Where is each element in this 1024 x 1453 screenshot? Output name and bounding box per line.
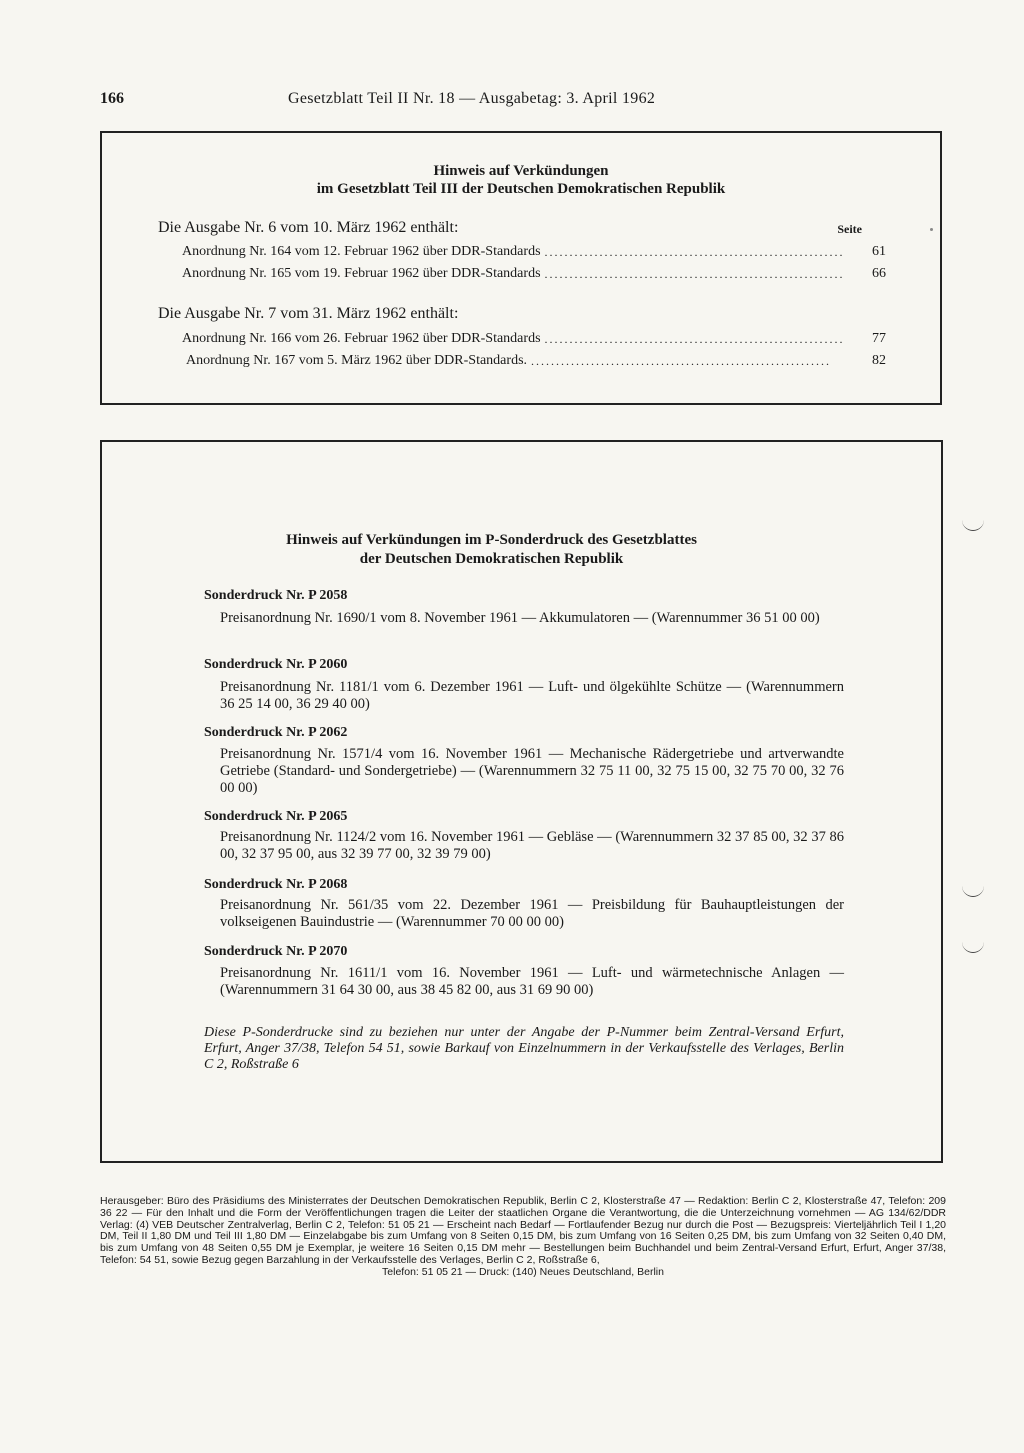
sonderdruck-heading: Sonderdruck Nr. P 2070 [204, 944, 348, 959]
toc-entry-page: 66 [872, 266, 886, 281]
toc-entry-text: Anordnung Nr. 165 vom 19. Februar 1962 über DDR-Standards [182, 266, 541, 281]
leader-dots: ............................................................ [544, 332, 845, 346]
page-number: 166 [100, 90, 124, 107]
margin-mark [962, 886, 984, 897]
ordering-note: Diese P-Sonderdrucke sind zu beziehen nur unter der Angabe der P-Nummer beim Zentral-Versand Erfurt, Erfurt, Anger 37/38, Telefon 54 51, sowie Barkauf von Einzelnummern in der Verkaufsstelle des Verlages, Berlin C 2, Roßstraße 6 [204, 1025, 844, 1072]
toc-entry-text: Anordnung Nr. 166 vom 26. Februar 1962 über DDR-Standards [182, 331, 541, 346]
sonderdruck-text: Preisanordnung Nr. 1181/1 vom 6. Dezember 1961 — Luft- und ölgekühlte Schütze — (Warennummern 36 25 14 00, 36 29 40 00) [220, 679, 844, 712]
paper-speck [930, 228, 933, 231]
toc-entry-page: 82 [872, 353, 886, 368]
toc-entry [182, 331, 886, 348]
leader-dots: ............................................................ [531, 354, 832, 368]
sonderdruck-text: Preisanordnung Nr. 561/35 vom 22. Dezember 1961 — Preisbildung für Bauhauptleistungen der volkseigenen Bauindustrie — (Warennummer 70 00 00 00) [220, 897, 844, 930]
leader-dots: ............................................................ [544, 245, 845, 259]
toc-entry-page: 77 [872, 331, 886, 346]
running-title: Gesetzblatt Teil II Nr. 18 — Ausgabetag: 3. April 1962 [288, 90, 656, 107]
notice-box-part3-subtitle: im Gesetzblatt Teil III der Deutschen Demokratischen Republik [316, 181, 726, 197]
notice-box-p-subtitle: der Deutschen Demokratischen Republik [359, 551, 624, 567]
notice-box-part3-title: Hinweis auf Verkündungen [433, 163, 609, 179]
seite-column-label: Seite [837, 222, 862, 236]
sonderdruck-heading: Sonderdruck Nr. P 2065 [204, 809, 348, 824]
issue-heading: Die Ausgabe Nr. 7 vom 31. März 1962 enthält: [158, 305, 459, 322]
toc-entry-text: Anordnung Nr. 164 vom 12. Februar 1962 über DDR-Standards [182, 244, 541, 259]
margin-mark [962, 520, 984, 531]
imprint-text: Herausgeber: Büro des Präsidiums des Ministerrates der Deutschen Demokratischen Republik, Berlin C 2, Klosterstraße 47 — Redaktion: Berlin C 2, Klosterstraße 47, Telefon: 209 36 22 — Für den Inhalt und die Form der Veröffentlichungen tragen die Leiter der staatlichen Organe die Verantwortung, die die Unterzeichnung vornehmen — AG 134/62/DDR Verlag: (4) VEB Deutscher Zentralverlag, Berlin C 2, Telefon: 51 05 21 — Erscheint nach Bedarf — Fortlaufender Bezug nur durch die Post — Bezugspreis: Vierteljährlich Teil I 1,20 DM, Teil II 1,80 DM und Teil III 1,80 DM — Einzelabgabe bis zum Umfang von 8 Seiten 0,15 DM, bis zum Umfang von 16 Seiten 0,25 DM, bis zum Umfang von 32 Seiten 0,40 DM, bis zum Umfang von 48 Seiten 0,55 DM je Exemplar, je weitere 16 Seiten 0,15 DM mehr — Bestellungen beim Buchhandel und beim Zentral-Versand Erfurt, Erfurt, Anger 37/38, Telefon: 54 51, sowie Bezug gegen Barzahlung in der Verkaufsstelle des Verlages, Berlin C 2, Roßstraße 6, [100, 1195, 946, 1266]
toc-entry-page: 61 [872, 244, 886, 259]
sonderdruck-text: Preisanordnung Nr. 1690/1 vom 8. November 1961 — Akkumulatoren — (Warennummer 36 51 00 00) [220, 610, 820, 626]
imprint-last-line: Telefon: 51 05 21 — Druck: (140) Neues Deutschland, Berlin [382, 1265, 664, 1278]
notice-box-part3 [100, 131, 942, 405]
sonderdruck-heading: Sonderdruck Nr. P 2060 [204, 657, 348, 672]
sonderdruck-heading: Sonderdruck Nr. P 2068 [204, 877, 348, 892]
sonderdruck-heading: Sonderdruck Nr. P 2058 [204, 588, 348, 603]
sonderdruck-text: Preisanordnung Nr. 1571/4 vom 16. November 1961 — Mechanische Rädergetriebe und artverwandte Getriebe (Standard- und Sondergetriebe) — (Warennummern 32 75 11 00, 32 75 15 00, 32 75 70 00, 32 76 00 00) [220, 746, 844, 796]
imprint [100, 1196, 946, 1279]
issue-heading: Die Ausgabe Nr. 6 vom 10. März 1962 enthält: [158, 219, 459, 236]
sonderdruck-heading: Sonderdruck Nr. P 2062 [204, 725, 348, 740]
sonderdruck-text: Preisanordnung Nr. 1611/1 vom 16. November 1961 — Luft- und wärmetechnische Anlagen — (Warennummern 31 64 30 00, aus 38 45 82 00, aus 31 69 90 00) [220, 965, 844, 998]
margin-mark [962, 942, 984, 953]
notice-box-p-title: Hinweis auf Verkündungen im P-Sonderdruck des Gesetzblattes [286, 532, 697, 548]
notice-box-p-sonderdruck [100, 440, 943, 1163]
toc-entry [186, 353, 886, 370]
leader-dots: ............................................................ [544, 267, 845, 281]
toc-entry-text: Anordnung Nr. 167 vom 5. März 1962 über DDR-Standards. [186, 353, 528, 368]
sonderdruck-text: Preisanordnung Nr. 1124/2 vom 16. November 1961 — Gebläse — (Warennummern 32 37 85 00, 32 37 86 00, 32 37 95 00, aus 32 39 77 00, 32 39 79 00) [220, 829, 844, 862]
toc-entry [182, 244, 886, 261]
toc-entry [182, 266, 886, 283]
